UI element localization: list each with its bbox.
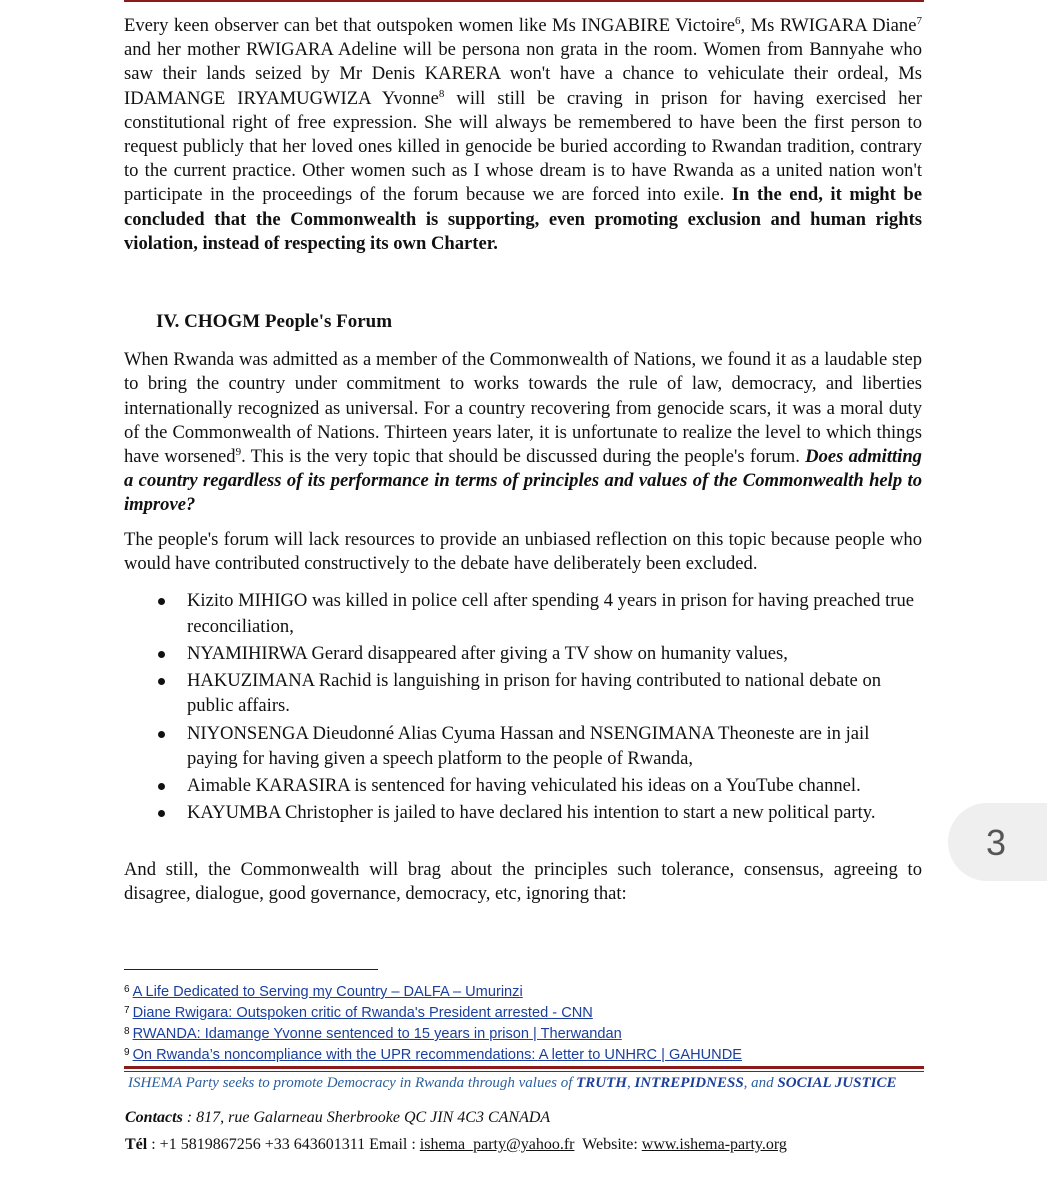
para2-text: When Rwanda was admitted as a member of the Commonwealth of Nations, we found it as a laudable step to bring the country under commitment to works towards the rule of law, democracy, and liberties internationally recognized as universal. For a country recovering from genocide scars, it was a moral duty of the Commonwealth of Nations. Thirteen years later, it is unfortunate to realize the level to which things have worsened	[124, 349, 922, 468]
tagline-value-intrepidness: INTREPIDNESS	[634, 1075, 744, 1091]
list-item-text: Aimable KARASIRA is sentenced for having vehiculated his ideas on a YouTube channel.	[187, 775, 861, 797]
list-item-text: KAYUMBA Christopher is jailed to have declared his intention to start a new political party.	[187, 802, 876, 824]
website-link[interactable]: www.ishema-party.org	[641, 1136, 787, 1153]
page-number: 3	[986, 822, 1007, 863]
bullet-icon	[158, 678, 165, 685]
footer-phone-email	[125, 1136, 787, 1154]
document-body	[124, 14, 922, 906]
bullet-icon	[158, 598, 165, 605]
footnote-8	[124, 1024, 924, 1045]
page-number-badge	[948, 803, 1047, 881]
list-item-text: NIYONSENGA Dieudonné Alias Cyuma Hassan and NSENGIMANA Theoneste are in jail paying for having given a speech platform to the people of Rwanda,	[187, 722, 870, 770]
tel-text: : +1 5819867256 +33 643601311 Email :	[147, 1136, 420, 1153]
footnote-number: 6	[124, 984, 130, 995]
para1-bold-conclusion: In the end, it might be concluded that the Commonwealth is supporting, even promoting exclusion and human rights violation, instead of respecting its own Charter.	[124, 184, 922, 254]
footer-tagline	[128, 1075, 928, 1092]
tagline-sep: ,	[626, 1075, 635, 1091]
section-heading: IV. CHOGM People's Forum	[156, 311, 393, 333]
footnote-ref-9[interactable]: 9	[235, 445, 242, 458]
footnote-link[interactable]: Diane Rwigara: Outspoken critic of Rwanda's President arrested - CNN	[132, 1005, 593, 1021]
tagline-value-truth: TRUTH	[576, 1075, 627, 1091]
contacts-address: : 817, rue Galarneau Sherbrooke QC JIN 4C3 CANADA	[182, 1109, 551, 1126]
list-item	[124, 668, 922, 719]
bullet-icon	[158, 731, 165, 738]
para1-text: Every keen observer can bet that outspoken women like Ms INGABIRE Victoire	[124, 15, 736, 36]
email-link[interactable]: ishema_party@yahoo.fr	[419, 1136, 575, 1153]
footnote-link[interactable]: RWANDA: Idamange Yvonne sentenced to 15 years in prison | Therwandan	[132, 1026, 622, 1042]
footnote-link[interactable]: On Rwanda’s noncompliance with the UPR recommendations: A letter to UNHRC | GAHUNDE	[132, 1047, 742, 1063]
tagline-sep: , and	[743, 1075, 778, 1091]
footnote-9	[124, 1045, 924, 1066]
tel-label: Tél	[125, 1136, 148, 1153]
footnote-ref-8[interactable]: 8	[438, 87, 445, 100]
footnote-number: 8	[124, 1026, 130, 1037]
footnote-ref-6[interactable]: 6	[735, 14, 741, 27]
para2-text: . This is the very topic that should be discussed during the people's forum.	[241, 446, 806, 468]
para1-text: will still be craving in prison for having exercised her constitutional right of free expression. She will always be remembered to have been the first person to request publicly that her loved ones killed in genocide be buried according to Rwandan tradition, contrary to the current practice. Other women such as I whose dream is to have Rwanda as a united nation won't participate in the proceedings of the forum because we are forced into exile.	[124, 87, 922, 206]
para2-question: Does admitting a country regardless of its performance in terms of principles and values of the Commonwealth help to improve?	[124, 446, 922, 516]
footnote-number: 7	[124, 1005, 130, 1016]
para1-text: and her mother RWIGARA Adeline will be persona non grata in the room. Women from Bannyahe who saw their lands seized by Mr Denis KARERA won't have a chance to vehiculate their ordeal, Ms IDAMANGE IRYAMUGWIZA Yvonne	[124, 39, 922, 109]
top-divider	[124, 0, 924, 2]
footnote-ref-7[interactable]: 7	[916, 14, 922, 27]
contacts-label: Contacts	[125, 1109, 183, 1126]
list-item	[124, 800, 922, 826]
footer-divider-thin	[124, 1071, 924, 1072]
list-item-text: Kizito MIHIGO was killed in police cell after spending 4 years in prison for having preached true reconciliation,	[187, 590, 914, 637]
list-item	[124, 641, 922, 667]
bullet-icon	[158, 651, 165, 658]
footnote-7	[124, 1003, 924, 1024]
excluded-people-list	[124, 588, 922, 826]
website-label: Website:	[574, 1136, 642, 1153]
footer-contacts	[125, 1109, 550, 1127]
paragraph-lack-resources: The people's forum will lack resources to provide an unbiased reflection on this topic because people who would have contributed constructively to the debate have deliberately been excluded.	[124, 528, 922, 574]
footer-divider	[124, 1066, 924, 1069]
list-item-text: NYAMIHIRWA Gerard disappeared after giving a TV show on humanity values,	[187, 642, 788, 664]
para1-text: , Ms RWIGARA Diane	[740, 15, 917, 36]
tagline-text: ISHEMA Party seeks to promote Democracy in Rwanda through values of	[128, 1075, 577, 1091]
footnote-number: 9	[124, 1047, 130, 1058]
list-item	[124, 773, 922, 799]
paragraph-closing: And still, the Commonwealth will brag about the principles such tolerance, consensus, agreeing to disagree, dialogue, good governance, democracy, etc, ignoring that:	[124, 858, 922, 905]
list-item	[124, 588, 922, 639]
list-item-text: HAKUZIMANA Rachid is languishing in prison for having contributed to national debate on public affairs.	[187, 669, 882, 717]
bullet-icon	[158, 810, 165, 817]
footnotes	[124, 982, 924, 1066]
footnote-link[interactable]: A Life Dedicated to Serving my Country – DALFA – Umurinzi	[132, 984, 523, 1000]
paragraph-peoples-forum	[124, 348, 922, 517]
footnote-6	[124, 982, 924, 1003]
paragraph-exclusion	[124, 14, 922, 256]
bullet-icon	[158, 783, 165, 790]
tagline-value-social-justice: SOCIAL JUSTICE	[777, 1075, 897, 1091]
list-item	[124, 721, 922, 772]
footnote-separator	[124, 969, 378, 970]
